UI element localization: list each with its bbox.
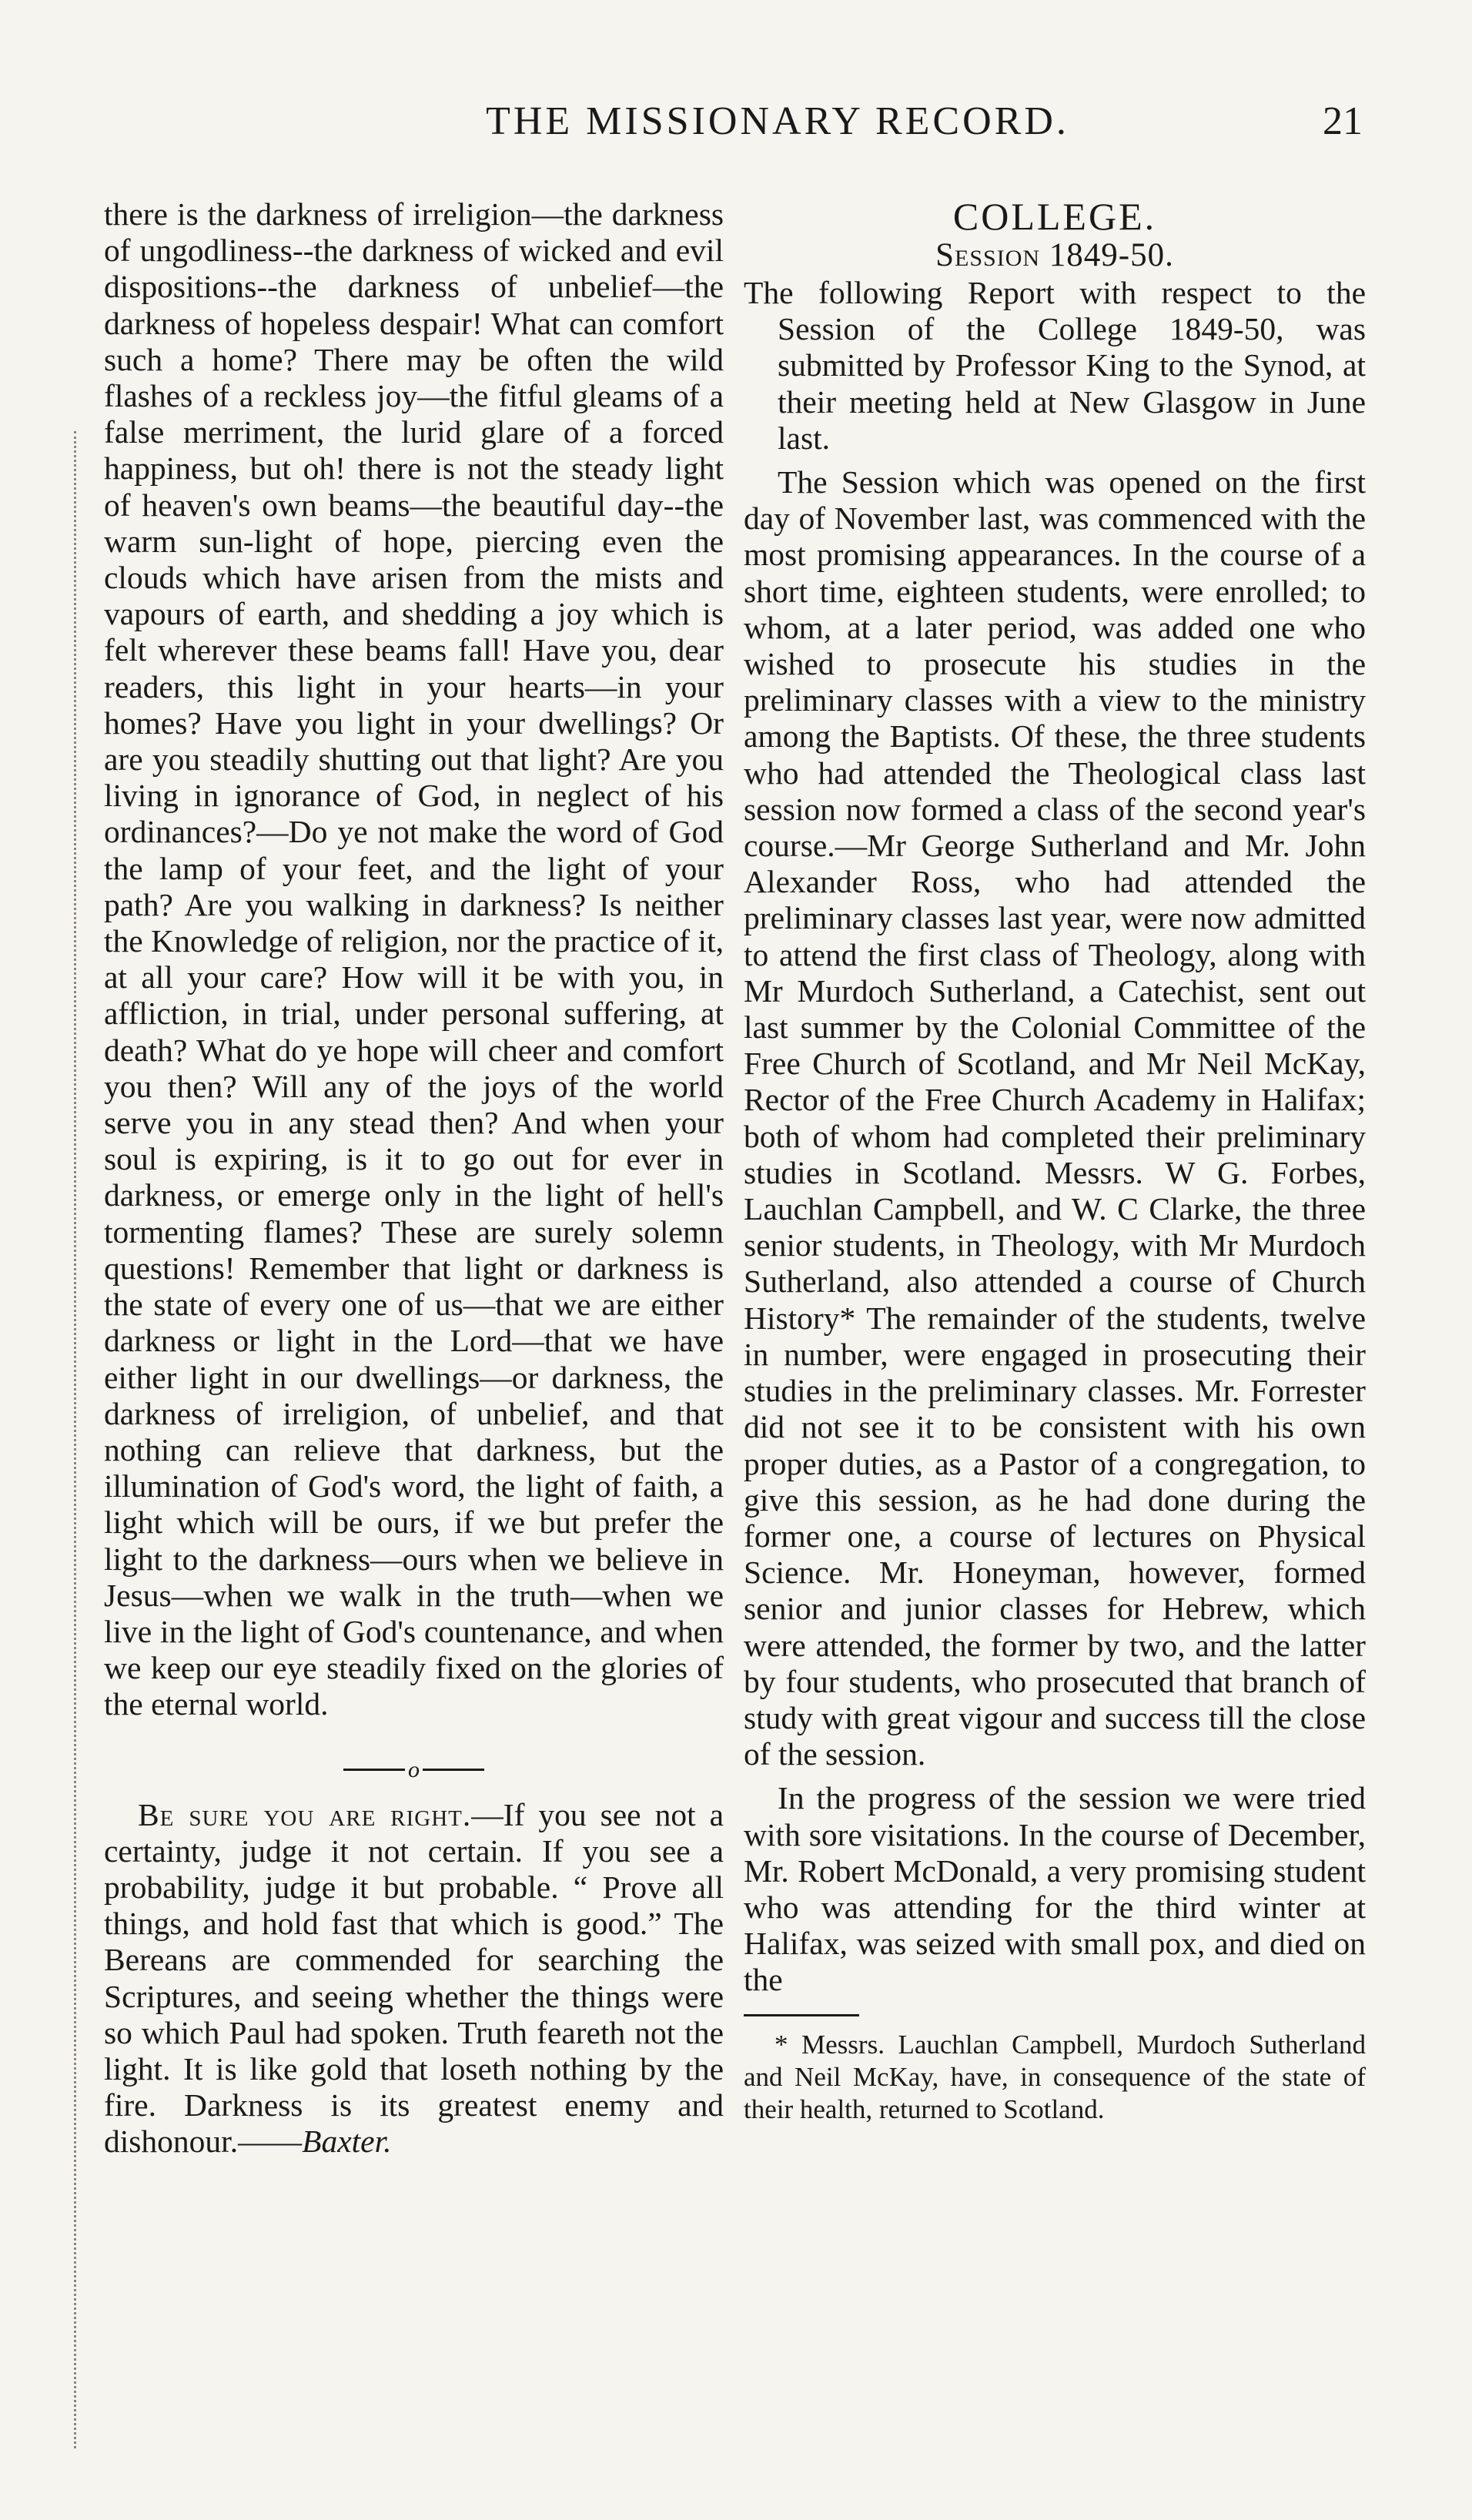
article-author: Baxter.	[302, 2123, 392, 2160]
paragraph-gap	[744, 457, 1366, 464]
report-intro: The following Report with respect to the Session of the College 1849-50, was submitted by Professor King to the Synod, at their meeting held at New Glasgow in June last.	[744, 275, 1366, 456]
right-column	[744, 196, 1366, 2126]
section-separator	[104, 1757, 724, 1782]
margin-annotation-marks	[74, 431, 82, 2448]
separator-rule-right	[423, 1769, 484, 1771]
paragraph-gap	[744, 1772, 1366, 1780]
left-column	[104, 196, 724, 2160]
left-paragraph-2	[104, 1797, 724, 2160]
running-title: THE MISSIONARY RECORD.	[486, 99, 1069, 143]
footnote-rule	[744, 2014, 859, 2016]
right-paragraph-1: The Session which was opened on the first day of November last, was commenced with the most promising appearances. In the course of a short time, eighteen students, were enrolled; to whom, at a later period, was added one who wished to prosecute his studies in the preliminary classes with a view to the ministry among the Baptists. Of these, the three students who had attended the Theological class last session now formed a class of the second year's course.—Mr George Sutherland and Mr. John Alexander Ross, who had attended the preliminary classes last year, were now admitted to attend the first class of Theology, along with Mr Murdoch Sutherland, a Catechist, sent out last summer by the Colonial Committee of the Free Church of Scotland, and Mr Neil McKay, Rector of the Free Church Academy in Halifax; both of whom had completed their preliminary studies in Scotland. Messrs. W G. Forbes, Lauchlan Campbell, and W. C Clarke, the three senior students, in Theology, with Mr Murdoch Sutherland, also attended a course of Church History* The remainder of the students, twelve in number, were engaged in prosecuting their studies in the preliminary classes. Mr. Forrester did not see it to be consistent with his own proper duties, as a Pastor of a congregation, to give this session, as he had done during the former one, a course of lectures on Physical Science. Mr. Honeyman, however, formed senior and junior classes for Hebrew, which were attended, the former by two, and the latter by four students, who prosecuted that branch of study with great vigour and success till the close of the session.	[744, 464, 1366, 1772]
right-paragraph-2: In the progress of the session we were tried with sore visitations. In the course of December, Mr. Robert McDonald, a very promising student who was attending for the third winter at Halifax, was seized with small pox, and died on the	[744, 1780, 1366, 1998]
page-header	[192, 99, 1363, 160]
section-title: COLLEGE.	[952, 195, 1157, 238]
article-lead: Be sure you are right.	[138, 1796, 472, 1832]
left-paragraph-1: there is the darkness of irreligion—the darkness of ungodliness--the darkness of wicked and evil dispositions--the darkness of unbelief—the darkness of hopeless despair! What can comfort such a home? There may be often the wild flashes of a reckless joy—the fitful gleams of a false merriment, the lurid glare of a forced happiness, but oh! there is not the steady light of heaven's own beams—the beautiful day--the warm sun-light of hope, piercing even the clouds which have arisen from the mists and vapours of earth, and shedding a joy which is felt wherever these beams fall! Have you, dear readers, this light in your hearts—in your homes? Have you light in your dwellings? Or are you steadily shutting out that light? Are you living in ignorance of God, in neglect of his ordinances?—Do ye not make the word of God the lamp of your feet, and the light of your path? Are you walking in darkness? Is neither the Knowledge of religion, nor the practice of it, at all your care? How will it be with you, in affliction, in trial, under personal suffering, at death? What do ye hope will cheer and comfort you then? Will any of the joys of the world serve you in any stead then? And when your soul is expiring, is it to go out for ever in darkness, or emerge only in the light of hell's tormenting flames? These are surely solemn questions! Remember that light or darkness is the state of every one of us—that we are either darkness or light in the Lord—that we have either light in our dwellings—or darkness, the darkness of irreligion, of unbelief, and that nothing can relieve that darkness, but the illumination of God's word, the light of faith, a light which will be ours, if we but prefer the light to the darkness—ours when we believe in Jesus—when we walk in the truth—when we live in the light of God's countenance, and when we keep our eye steadily fixed on the glories of the eternal world.	[104, 196, 724, 1722]
separator-mark: o	[408, 1756, 420, 1782]
footnote: * Messrs. Lauchlan Campbell, Murdoch Sutherland and Neil McKay, have, in consequence of the state of their health, returned to Scotland.	[744, 2029, 1366, 2124]
separator-rule-left	[343, 1769, 405, 1771]
page-number: 21	[1323, 99, 1363, 143]
article-body: —If you see not a certainty, judge it not certain. If you see a probability, judge it but probable. “ Prove all things, and hold fast that which is good.” The Bereans are commended for searching the Scriptures, and seeing whether the things were so which Paul had spoken. Truth feareth not the light. It is like gold that loseth nothing by the fire. Darkness is its greatest enemy and dishonour.——	[104, 1796, 724, 2160]
section-subtitle: Session 1849-50.	[935, 237, 1174, 273]
